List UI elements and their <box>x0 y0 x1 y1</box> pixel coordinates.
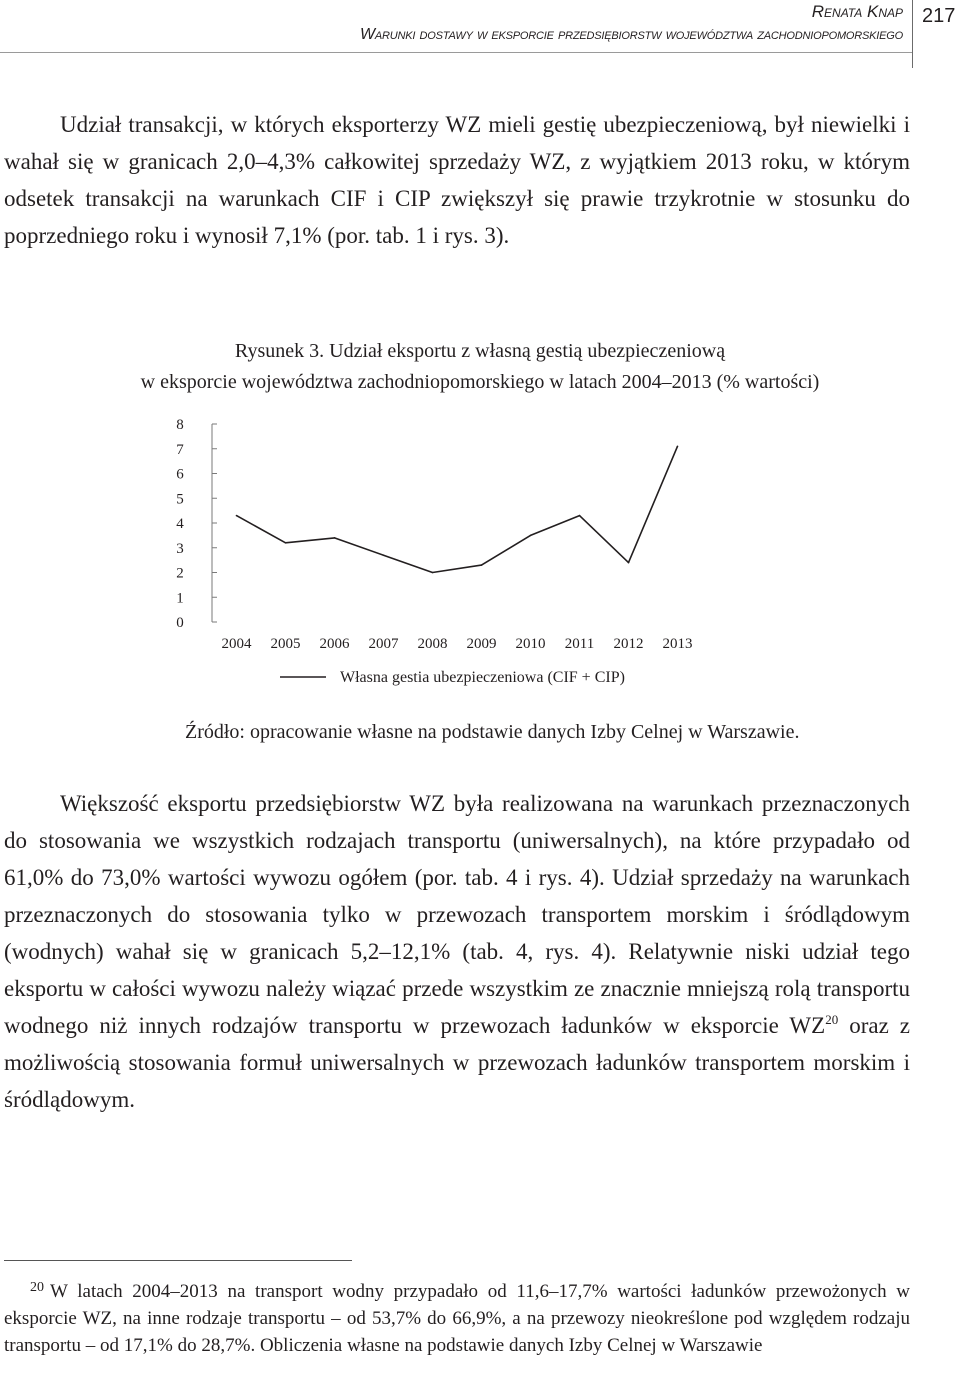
x-tick-label: 2009 <box>466 636 497 652</box>
data-point <box>432 572 434 574</box>
legend-label: Własna gestia ubezpieczeniowa (CIF + CIP) <box>340 669 625 686</box>
data-point <box>481 564 483 566</box>
running-head-author: Renata Knap <box>811 2 903 21</box>
x-tick-label: 2013 <box>662 636 693 652</box>
figure-caption-line-1: Rysunek 3. Udział eksportu z własną gestią ubezpieczeniową <box>234 340 726 362</box>
paragraph-2 <box>4 785 910 1118</box>
x-tick-label: 2005 <box>270 636 301 652</box>
x-tick-label: 2007 <box>368 636 399 652</box>
data-point <box>383 554 385 556</box>
page-number: 217 <box>922 5 956 27</box>
line-chart <box>0 400 960 700</box>
y-tick-label: 5 <box>176 491 184 508</box>
data-point <box>334 537 336 539</box>
figure-caption-line-2: w eksporcie województwa zachodniopomorskiego w latach 2004–2013 (% wartości) <box>140 371 820 393</box>
running-head-title: Warunki dostawy w eksporcie przedsiębiorstw województwa zachodniopomorskiego <box>360 26 903 43</box>
paragraph-2-text: Większość eksportu przedsiębiorstw WZ była realizowana na warunkach przeznaczonych do stosowania we wszystkich rodzajach transportu (uniwersalnych), na które przypadało od 61,0% do 73,0% wartości wywozu ogółem (por. tab. 4 i rys. 4). Udział sprzedaży na warunkach przeznaczonych do stosowania tylko w przewozach transportem morskim i śródlądowym (wodnych) wahał się w granicach 5,2–12,1% (tab. 4, rys. 4). Relatywnie niski udział tego eksportu w całości wywozu należy wiązać przede wszystkim ze znacznie mniejszą rolą transportu wodnego niż innych rodzajów transportu w przewozach ładunków w eksporcie WZ <box>4 791 910 1038</box>
y-tick-label: 0 <box>176 615 184 631</box>
y-tick-label: 3 <box>176 540 184 557</box>
y-tick-label: 1 <box>176 590 184 607</box>
x-tick-label: 2008 <box>417 636 448 652</box>
x-tick-label: 2006 <box>319 636 350 652</box>
data-point <box>530 535 532 537</box>
footnote-rule <box>4 1260 352 1261</box>
data-point <box>628 562 630 564</box>
x-tick-label: 2012 <box>613 636 644 652</box>
figure-source-note: Źródło: opracowanie własne na podstawie danych Izby Celnej w Warszawie. <box>185 721 800 743</box>
series-line <box>237 446 678 572</box>
y-tick-label: 2 <box>176 565 184 582</box>
x-tick-label: 2011 <box>564 636 595 652</box>
y-tick-label: 7 <box>176 441 184 458</box>
y-tick-label: 4 <box>176 516 184 532</box>
footnote-number: 20 <box>30 1280 44 1295</box>
header-vertical-rule <box>912 0 913 68</box>
data-point <box>285 542 287 544</box>
footnote-reference[interactable]: 20 <box>825 1012 839 1027</box>
data-point <box>579 515 581 517</box>
data-point <box>677 445 679 447</box>
y-tick-label: 8 <box>176 417 184 433</box>
footnote <box>4 1274 910 1359</box>
footnote-text: W latach 2004–2013 na transport wodny przypadało od 11,6–17,7% wartości ładunków przewożonych w eksporcie WZ, na inne rodzaje transportu – od 53,7% do 66,9%, a na przewozy nieokreślone pod względem rodzaju transportu – od 17,1% do 28,7%. Obliczenia własne na podstawie danych Izby Celnej w Warszawie <box>4 1281 910 1356</box>
y-tick-label: 6 <box>176 466 184 483</box>
paragraph-1: Udział transakcji, w których eksporterzy WZ mieli gestię ubezpieczeniową, był niewielki i wahał się w granicach 2,0–4,3% całkowitej sprzedaży WZ, z wyjątkiem 2013 roku, w którym odsetek transakcji na warunkach CIF i CIP zwiększył się prawie trzykrotnie w stosunku do poprzedniego roku i wynosił 7,1% (por. tab. 1 i rys. 3). <box>4 112 910 248</box>
header-rule <box>0 52 912 53</box>
data-point <box>236 515 238 517</box>
x-tick-label: 2004 <box>221 636 252 652</box>
paragraph-2-end: oraz z możliwością stosowania formuł uniwersalnych w przewozach ładunków transportem morskim i śródlądowym. <box>4 1013 910 1112</box>
x-tick-label: 2010 <box>515 636 546 652</box>
